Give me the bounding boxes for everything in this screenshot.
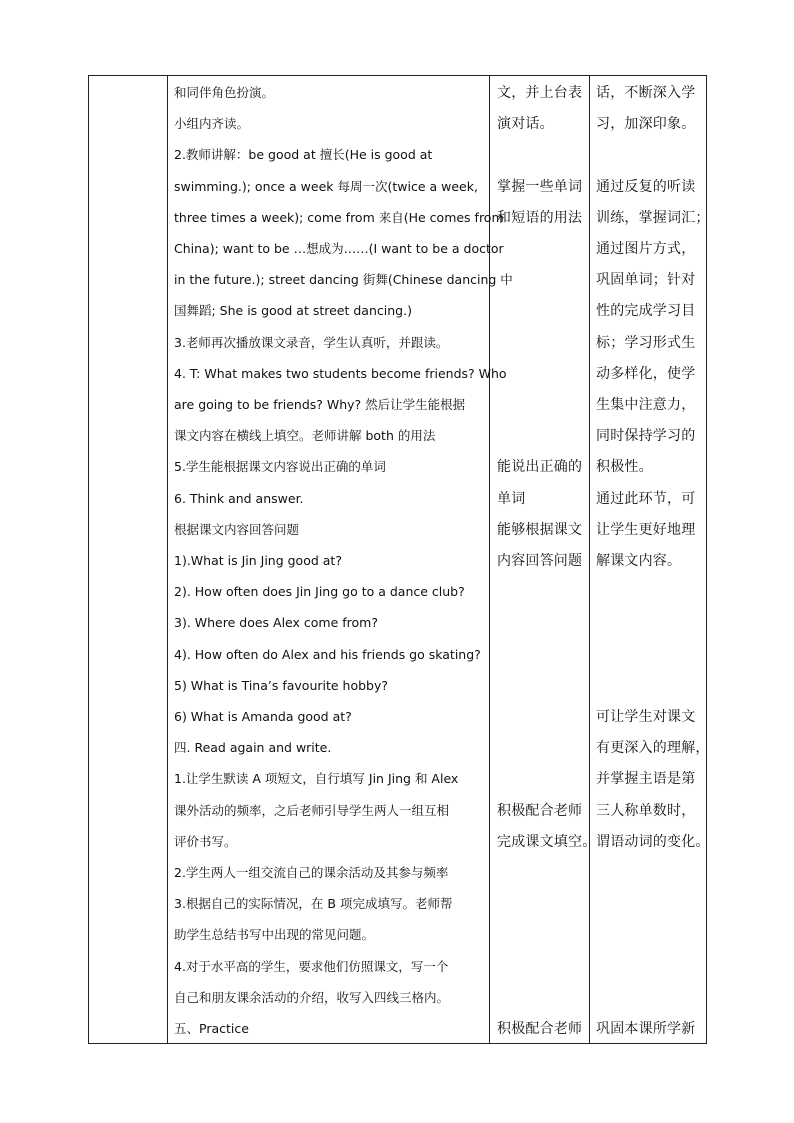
teaching-content-line: in the future.); street dancing 街舞(Chinese dancing 中: [174, 272, 513, 288]
teaching-content-line: 自己和朋友课余活动的介绍，收写入四线三格内。: [174, 989, 450, 1005]
student-activity-line: 积极配合老师: [497, 802, 583, 819]
teaching-content-line: 助学生总结书写中出现的常见问题。: [174, 927, 375, 943]
design-purpose-line: 可让学生对课文: [596, 709, 696, 725]
teaching-content-line: 4.对于水平高的学生，要求他们仿照课文，写一个: [174, 958, 449, 974]
student-activity-line: 和短语的用法: [497, 209, 583, 226]
teaching-content-line: 小组内齐读。: [174, 116, 250, 132]
column-divider-1: [167, 76, 168, 1043]
design-purpose-line: 动多样化，使学: [596, 365, 696, 382]
design-purpose-line: 并掌握主语是第: [596, 771, 696, 788]
teaching-content-line: 课文内容在横线上填空。老师讲解 both 的用法: [174, 428, 436, 444]
teaching-content-line: 1.让学生默读 A 项短文，自行填写 Jin Jing 和 Alex: [174, 771, 459, 787]
teaching-content-line: 2). How often does Jin Jing go to a dance club?: [174, 584, 465, 600]
design-purpose-line: 同时保持学习的: [596, 428, 696, 445]
design-purpose-line: 让学生更好地理: [596, 521, 696, 538]
student-activity-line: 积极配合老师: [497, 1021, 583, 1037]
teaching-content-line: 四. Read again and write.: [174, 740, 332, 756]
teaching-content-line: 3.根据自己的实际情况，在 B 项完成填写。老师帮: [174, 896, 453, 912]
teaching-content-line: 6) What is Amanda good at?: [174, 709, 352, 724]
design-purpose-line: 话，不断深入学: [596, 85, 696, 101]
student-activity-line: 掌握一些单词: [497, 178, 583, 195]
design-purpose-line: 巩固单词；针对: [596, 272, 696, 289]
design-purpose-line: 有更深入的理解，: [596, 740, 710, 757]
design-purpose-line: 性的完成学习目: [596, 303, 696, 320]
lesson-plan-table: [88, 75, 710, 1044]
student-activity-line: 演对话。: [497, 116, 554, 133]
teaching-content-line: 根据课文内容回答问题: [174, 521, 300, 537]
teaching-content-line: 2.教师讲解：be good at 擅长(He is good at: [174, 147, 433, 163]
design-purpose-line: 习，加深印象。: [596, 116, 696, 133]
student-activity-line: 文，并上台表: [497, 85, 583, 101]
design-purpose-line: 三人称单数时，: [596, 802, 696, 819]
teaching-content-line: 1).What is Jin Jing good at?: [174, 553, 342, 568]
design-purpose-line: 解课文内容。: [596, 553, 682, 569]
design-purpose-line: 标；学习形式生: [596, 334, 696, 351]
teaching-content-line: 5) What is Tina’s favourite hobby?: [174, 677, 389, 693]
teaching-content-line: 评价书写。: [174, 833, 237, 849]
design-purpose-line: 通过图片方式，: [596, 241, 696, 257]
student-activity-line: 能够根据课文: [497, 521, 583, 538]
teaching-content-line: 3.老师再次播放课文录音，学生认真听，并跟读。: [174, 334, 449, 350]
teaching-content-line: China); want to be …想成为……(I want to be a doctor: [174, 241, 504, 256]
teaching-content-line: 4). How often do Alex and his friends go skating?: [174, 646, 481, 662]
teaching-content-line: 2.学生两人一组交流自己的课余活动及其参与频率: [174, 865, 449, 880]
design-purpose-line: 谓语动词的变化。: [596, 833, 710, 850]
design-purpose-line: 通过此环节，可: [596, 490, 696, 507]
teaching-content-line: 3). Where does Alex come from?: [174, 615, 378, 631]
teaching-content-line: 国舞蹈; She is good at street dancing.): [174, 303, 412, 319]
teaching-content-line: 4. T: What makes two students become friends? Who: [174, 365, 507, 381]
teaching-content-line: are going to be friends? Why? 然后让学生能根据: [174, 397, 466, 412]
teaching-content-line: 5.学生能根据课文内容说出正确的单词: [174, 459, 386, 475]
teaching-content-line: 6. Think and answer.: [174, 490, 304, 506]
teaching-content-line: swimming.); once a week 每周一次(twice a week,: [174, 178, 478, 194]
teaching-content-line: 和同伴角色扮演。: [174, 85, 275, 100]
design-purpose-line: 训练，掌握词汇；: [596, 209, 710, 226]
student-activity-line: 内容回答问题: [497, 553, 583, 569]
design-purpose-line: 生集中注意力，: [596, 397, 696, 413]
student-activity-line: 能说出正确的: [497, 459, 583, 476]
design-purpose-line: 积极性。: [596, 459, 653, 476]
column-divider-3: [589, 76, 590, 1043]
design-purpose-line: 巩固本课所学新: [596, 1021, 696, 1037]
teaching-content-line: three times a week); come from 来自(He comes from: [174, 209, 504, 225]
teaching-content-line: 五、Practice: [174, 1021, 249, 1036]
student-activity-line: 完成课文填空。: [497, 833, 597, 850]
design-purpose-line: 通过反复的听读: [596, 178, 696, 195]
student-activity-line: 单词: [497, 490, 526, 507]
teaching-content-line: 课外活动的频率，之后老师引导学生两人一组互相: [174, 802, 450, 818]
